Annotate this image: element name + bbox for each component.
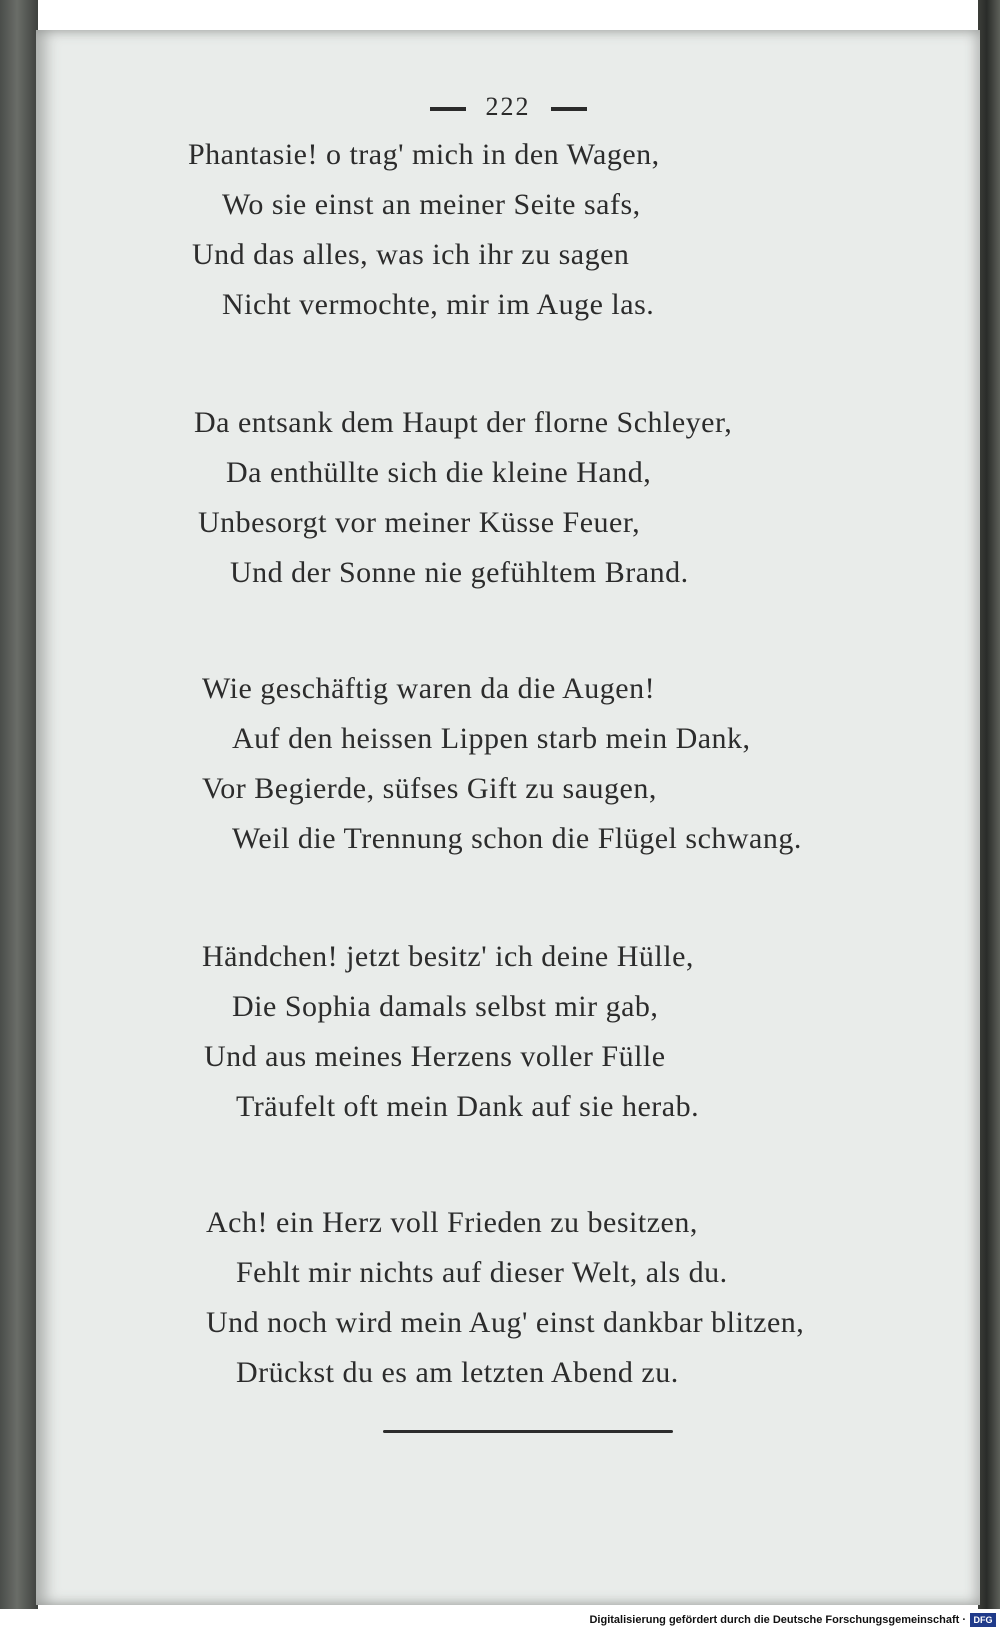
poem-line: Und der Sonne nie gefühltem Brand. (230, 556, 689, 589)
poem-line: Da entsank dem Haupt der florne Schleyer, (194, 406, 733, 439)
poem-line: Unbesorgt vor meiner Küsse Feuer, (198, 506, 641, 539)
poem-line: Und aus meines Herzens voller Fülle (204, 1040, 666, 1073)
poem-line: Wo sie einst an meiner Seite safs, (222, 188, 641, 221)
poem-line: Auf den heissen Lippen starb mein Dank, (232, 722, 751, 755)
poem-line: Ach! ein Herz voll Frieden zu besitzen, (206, 1206, 698, 1239)
poem-line: Nicht vermochte, mir im Auge las. (222, 288, 655, 321)
end-ornament-rule (383, 1430, 673, 1433)
book-page (36, 30, 980, 1605)
poem-line: Und das alles, was ich ihr zu sagen (192, 238, 630, 271)
footer-bar (0, 1609, 1000, 1629)
poem-line: Wie geschäftig waren da die Augen! (202, 672, 656, 705)
poem-line: Phantasie! o trag' mich in den Wagen, (188, 138, 660, 171)
poem-line: Träufelt oft mein Dank auf sie herab. (236, 1090, 700, 1123)
book-spine (0, 0, 38, 1610)
page-number: 222 (485, 92, 531, 121)
poem-line: Drückst du es am letzten Abend zu. (236, 1356, 679, 1389)
poem-line: Die Sophia damals selbst mir gab, (232, 990, 659, 1023)
header-dash-right (551, 107, 587, 111)
poem-line: Weil die Trennung schon die Flügel schwang. (232, 822, 802, 855)
page-header (36, 92, 980, 122)
poem-line: Vor Begierde, süfses Gift zu saugen, (202, 772, 657, 805)
poem-line: Händchen! jetzt besitz' ich deine Hülle, (202, 940, 694, 973)
book-edge (978, 0, 1000, 1610)
funding-notice: Digitalisierung gefördert durch die Deutsche Forschungsgemeinschaft · (589, 1614, 966, 1626)
poem-line: Fehlt mir nichts auf dieser Welt, als du. (236, 1256, 728, 1289)
poem-line: Und noch wird mein Aug' einst dankbar blitzen, (206, 1306, 805, 1339)
dfg-logo-icon: DFG (970, 1613, 996, 1627)
header-dash-left (430, 107, 466, 111)
poem-line: Da enthüllte sich die kleine Hand, (226, 456, 652, 489)
